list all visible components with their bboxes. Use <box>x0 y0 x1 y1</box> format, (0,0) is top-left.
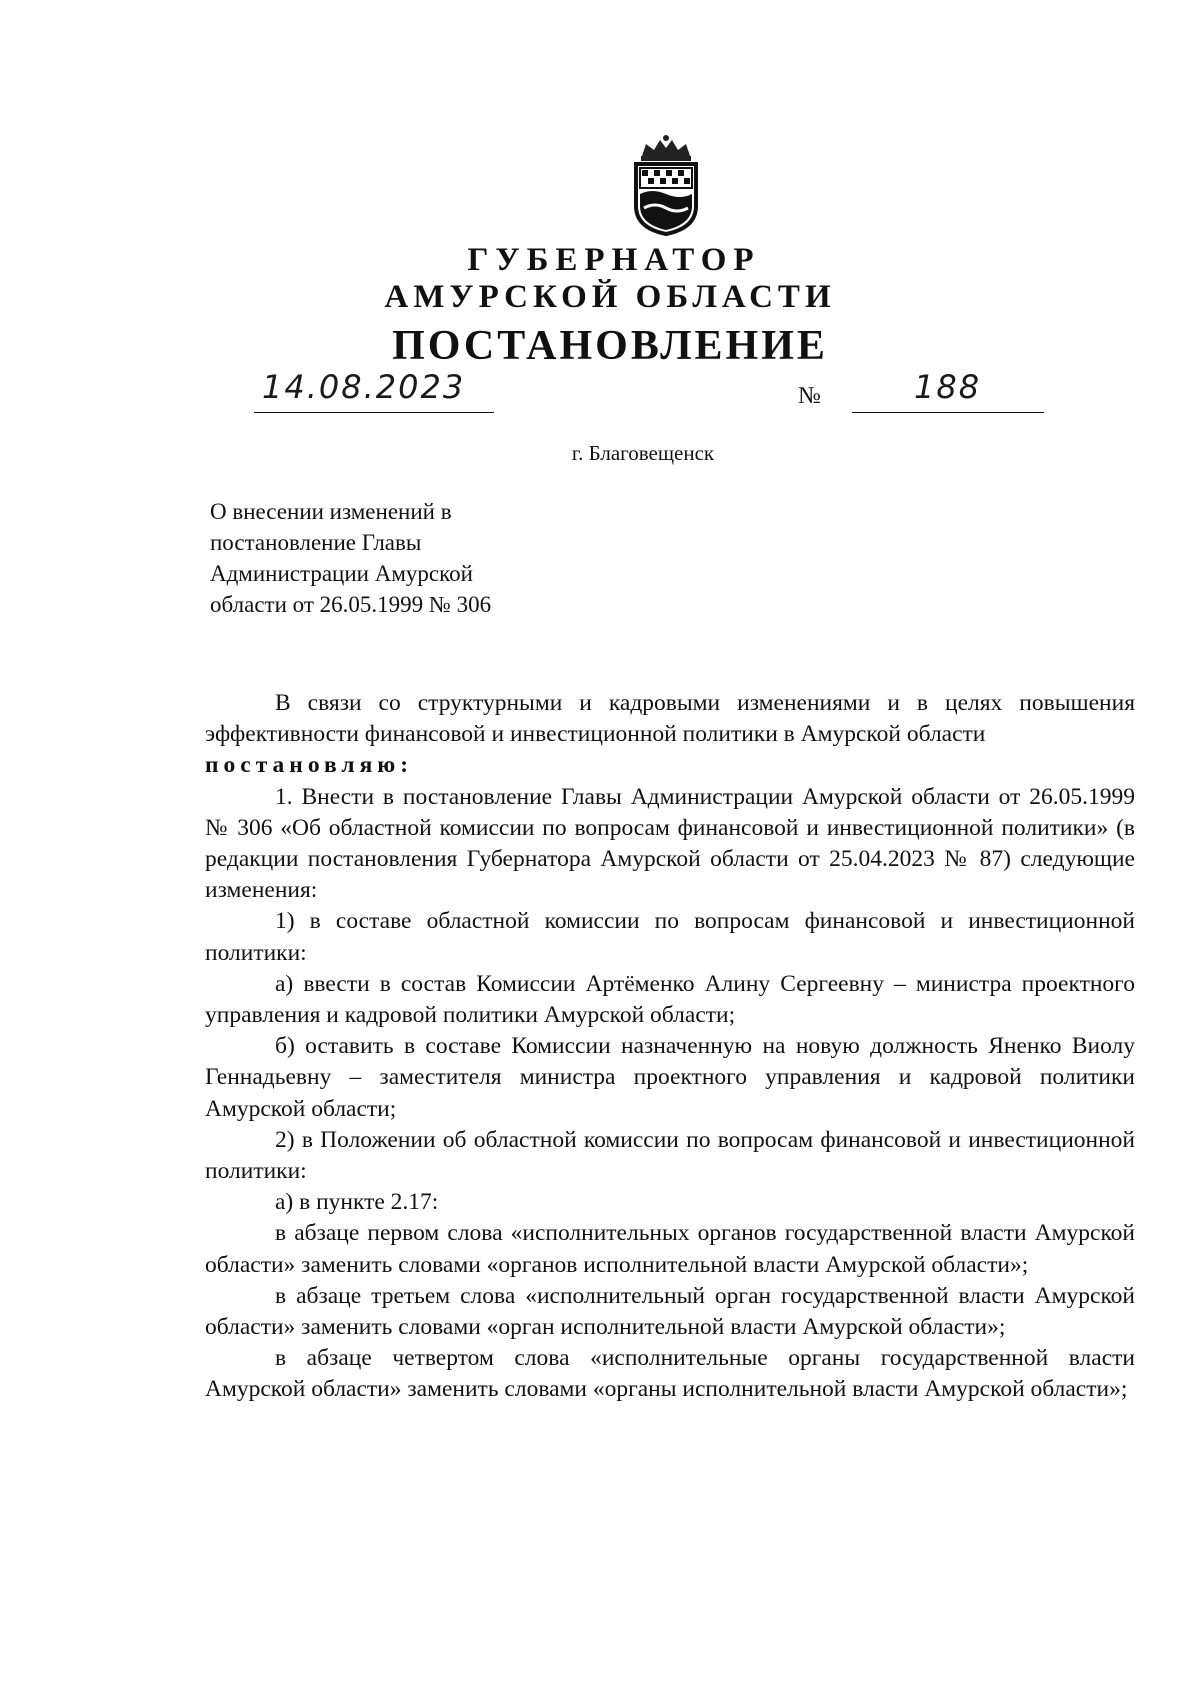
number-field <box>852 368 1044 413</box>
subject-line: О внесении изменений в <box>210 499 452 524</box>
handwritten-date: 14.08.2023 <box>262 368 466 406</box>
body-paragraph: 1. Внести в постановление Главы Администрации Амурской области от 26.05.1999 № 306 «Об областной комиссии по вопросам финансовой и инвестиционной политики» (в редакции постановления Губернатора Амурской области от 25.04.2023 № 87) следующие изменения: <box>205 783 1135 904</box>
body-paragraph: 2) в Положении об областной комиссии по вопросам финансовой и инвестиционной политики: <box>205 1126 1135 1185</box>
body-paragraph: в абзаце первом слова «исполнительных органов государственной власти Амурской области» заменить словами «органов исполнительной власти Амурской области»; <box>205 1220 1135 1278</box>
coat-of-arms-icon <box>628 134 704 236</box>
subject-line: области от 26.05.1999 № 306 <box>210 592 492 617</box>
body-paragraph: в абзаце третьем слова «исполнительный орган государственной власти Амурской области» заменить словами «орган исполнительной власти Амурской области»; <box>205 1282 1135 1341</box>
body-paragraph: в абзаце четвертом слова «исполнительные органы государственной власти Амурской области» заменить словами «органы исполнительной власти Амурской области»; <box>205 1345 1135 1403</box>
resolve-word: постановляю: <box>205 752 414 779</box>
body-paragraph: а) ввести в состав Комиссии Артёменко Алину Сергеевну – министра проектного управления и кадровой политики Амурской области; <box>205 970 1135 1029</box>
body-paragraph: 1) в составе областной комиссии по вопросам финансовой и инвестиционной политики: <box>205 908 1135 966</box>
handwritten-number: 188 <box>914 368 982 406</box>
header-governor: ГУБЕРНАТОР <box>467 242 761 278</box>
document-body <box>205 688 1135 1406</box>
city-line: г. Благовещенск <box>571 441 715 465</box>
date-field <box>254 368 494 413</box>
body-paragraph: б) оставить в составе Комиссии назначенную на новую должность Яненко Виолу Геннадьевну – заместителя министра проектного управления и кадровой политики Амурской области; <box>205 1033 1135 1122</box>
header-region: АМУРСКОЙ ОБЛАСТИ <box>384 279 836 315</box>
body-paragraph: а) в пункте 2.17: <box>275 1189 439 1216</box>
subject-line: постановление Главы <box>210 530 422 555</box>
subject-line: Администрации Амурской <box>210 561 473 586</box>
number-sign: № <box>798 383 821 409</box>
preamble-paragraph: В связи со структурными и кадровыми изменениями и в целях повышения эффективности финансовой и инвестиционной политики в Амурской области <box>205 690 1135 748</box>
document-type-title: ПОСТАНОВЛЕНИЕ <box>392 323 828 369</box>
document-subject <box>210 496 610 620</box>
